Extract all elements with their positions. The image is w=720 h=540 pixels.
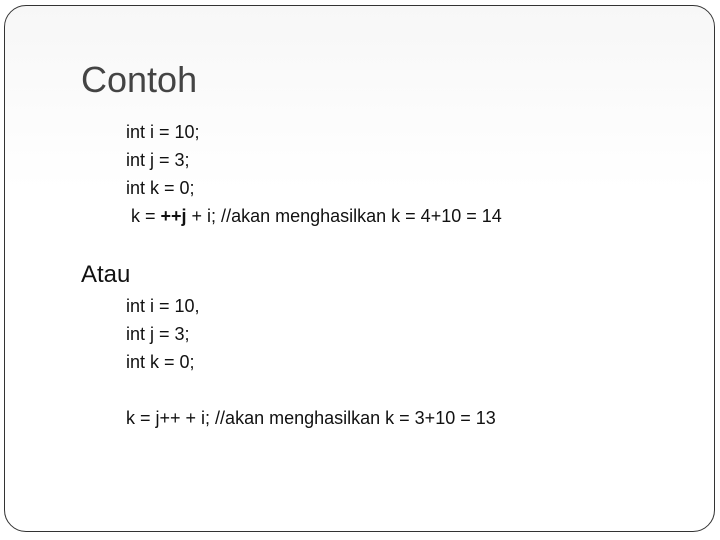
slide — [4, 5, 715, 532]
code-line-int-i-alt: int i = 10, — [126, 296, 200, 316]
section-label-atau: Atau — [81, 261, 131, 288]
code-line-int-j: int j = 3; — [126, 150, 190, 170]
code-line-int-k: int k = 0; — [126, 178, 195, 198]
code-line-int-j-alt: int j = 3; — [126, 324, 190, 344]
slide-title: Contoh — [81, 59, 198, 100]
expression-prefix: k = — [126, 206, 161, 226]
code-line-int-i: int i = 10; — [126, 122, 200, 142]
code-line-post-increment-expression: k = j++ + i; //akan menghasilkan k = 3+10 = 13 — [126, 408, 496, 428]
code-line-int-k-alt: int k = 0; — [126, 352, 195, 372]
expression-suffix: + i; //akan menghasilkan k = 4+10 = 14 — [186, 206, 502, 226]
code-line-pre-increment-expression — [126, 207, 502, 225]
pre-increment-operator: ++j — [160, 206, 187, 226]
